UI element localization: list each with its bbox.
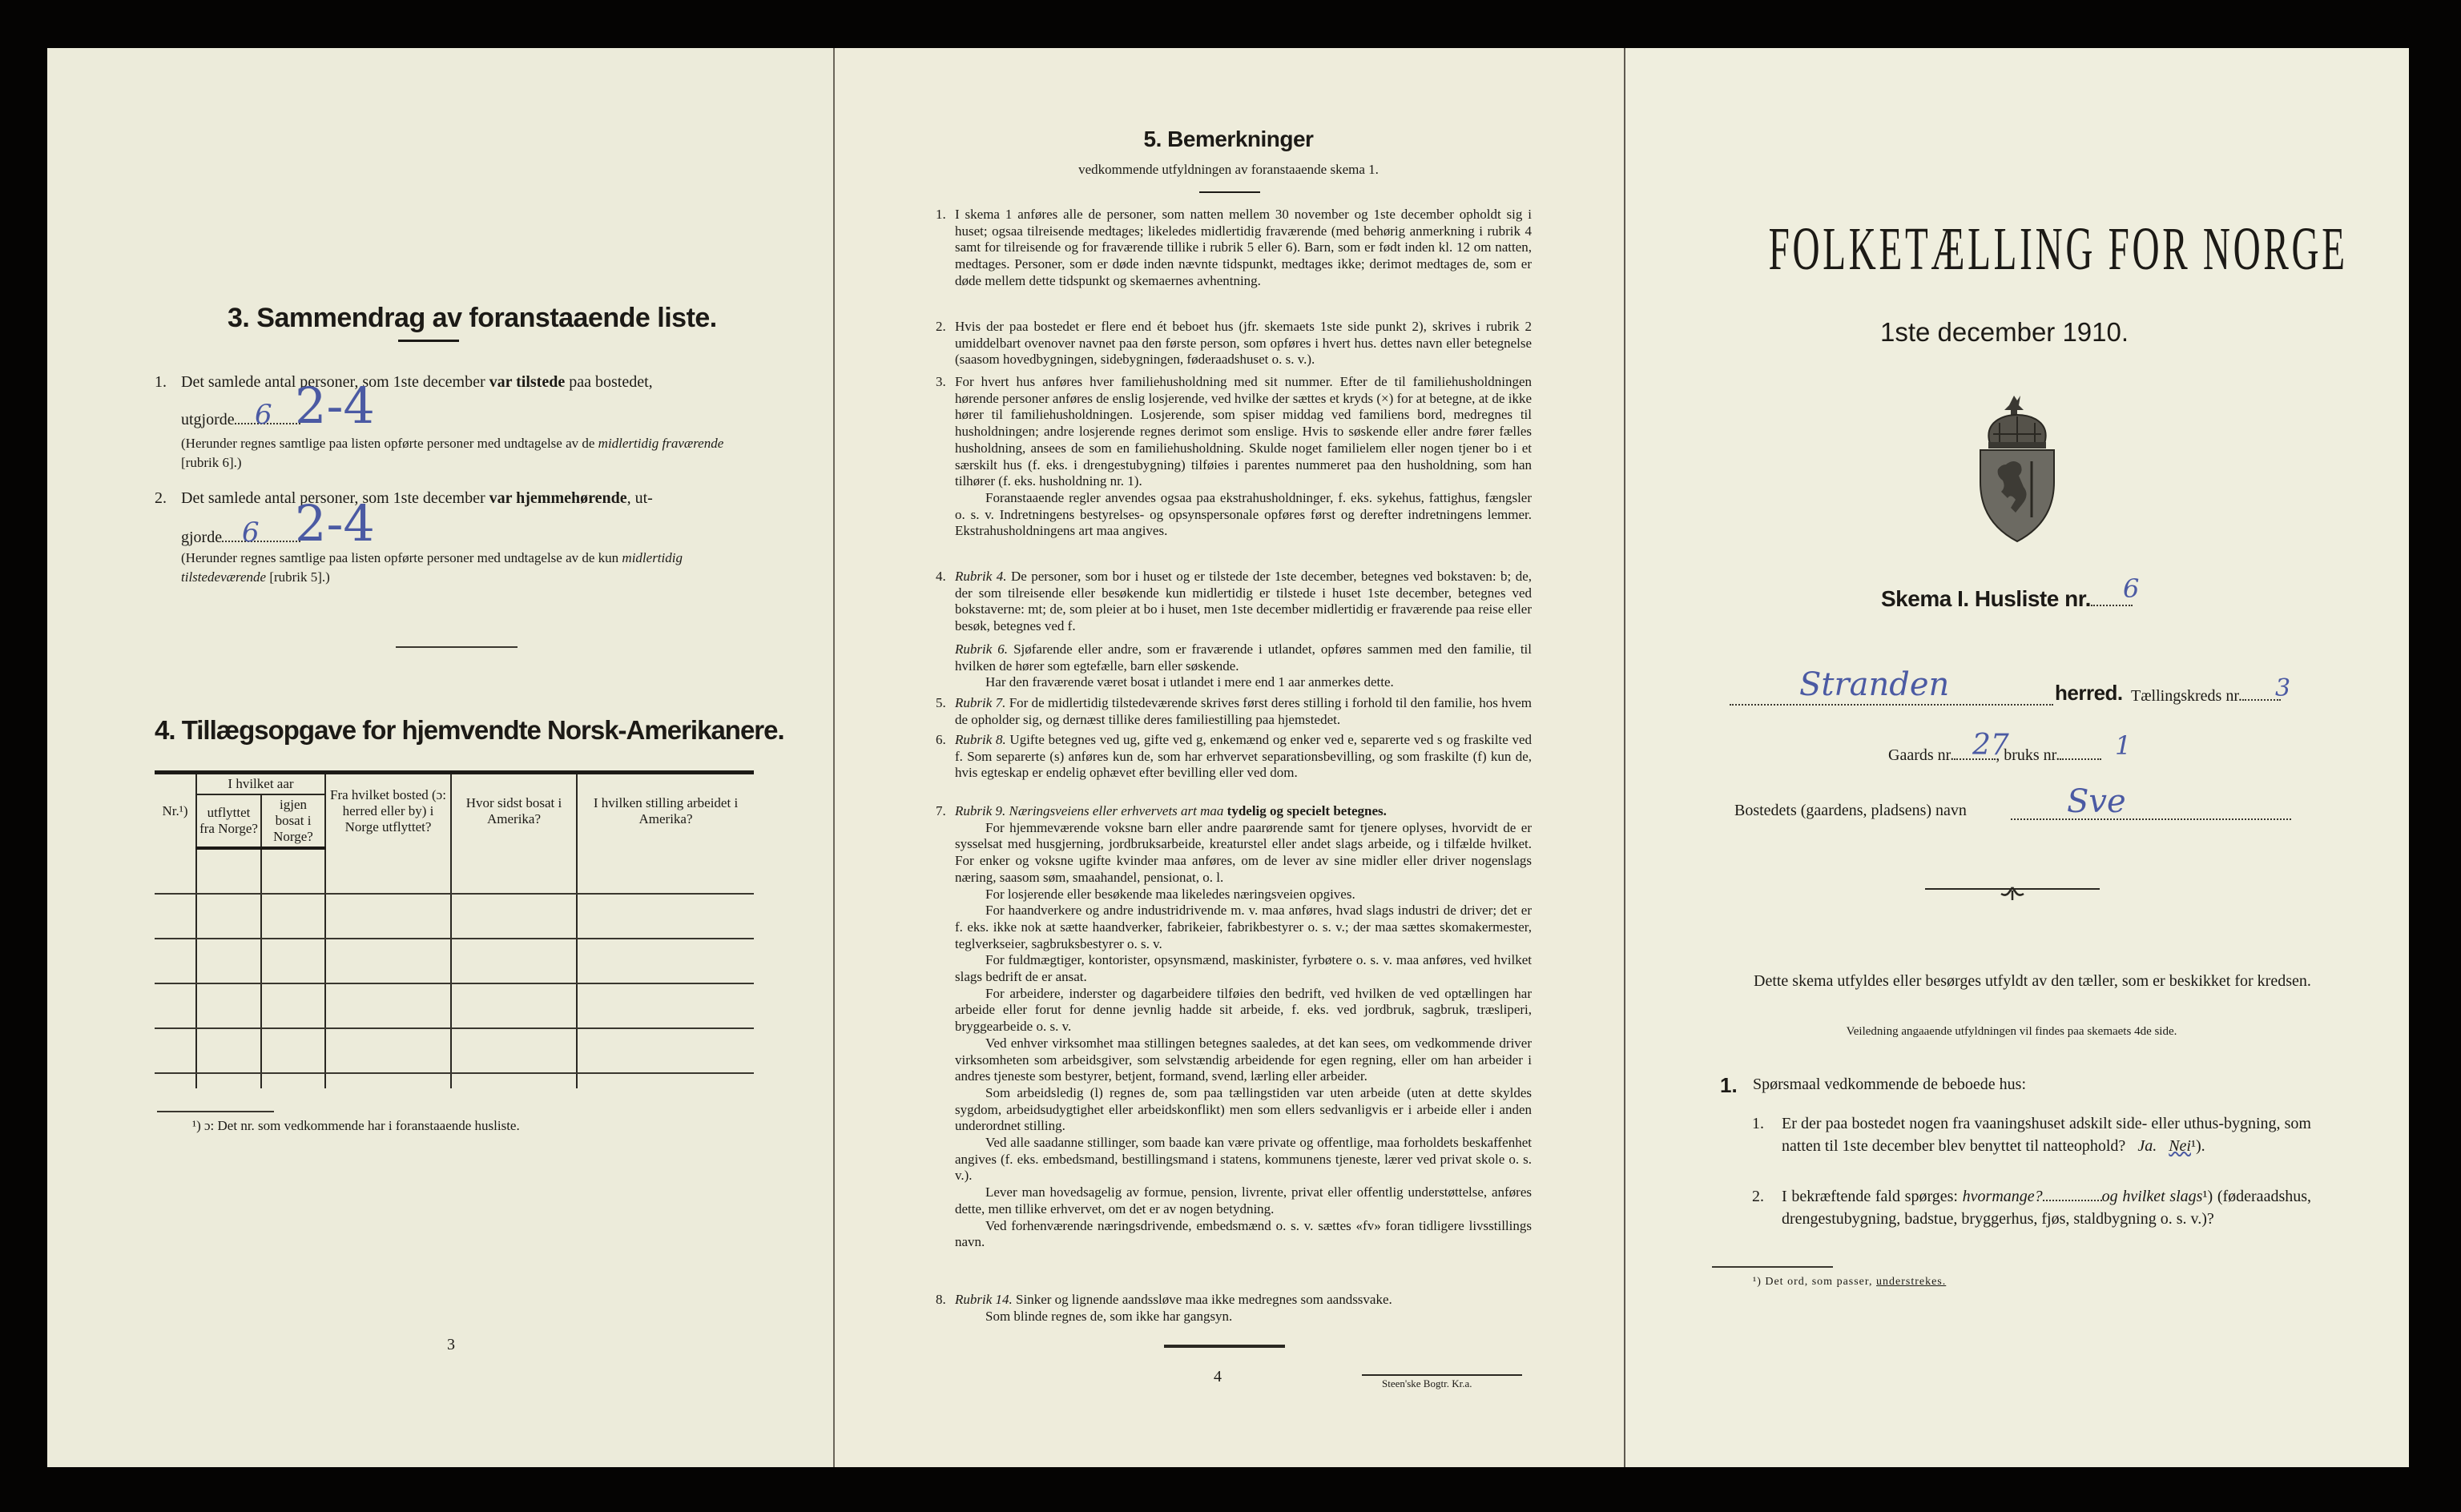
remark-text: Rubrik 4. De personer, som bor i huset og er tilstede der 1ste december, betegnes ved bokstaven: b; de, der som tilreisende eller besøkende kun midlertidig er tilstede i huset 1ste december, betegnes ved bokstaverne: mt; de, som pleier at bo i huset, men 1ste december midlertidig er fraværende paa reise eller besøk, betegnes ved f. — [955, 569, 1532, 634]
herred-field[interactable] — [1730, 704, 2053, 706]
husliste-value[interactable]: 6 — [2123, 573, 2140, 604]
col-back-norway-header: igjen bosat i Norge? — [261, 794, 325, 848]
section1-number: 1. — [1720, 1073, 1738, 1097]
remark-text: For losjerende eller besøkende maa likeledes næringsveien opgives. — [985, 886, 1355, 902]
remark-number: 4. — [936, 569, 946, 584]
section1-title: Spørsmaal vedkommende de beboede hus: — [1753, 1076, 2027, 1093]
divider — [1199, 191, 1260, 193]
page-left — [47, 48, 833, 1467]
summary-item-1-field: utgjorde — [181, 410, 300, 429]
coat-of-arms-icon — [1976, 394, 2059, 543]
col-job-header: I hvilken stilling arbeidet i Amerika? — [577, 773, 754, 849]
remark-number: 6. — [936, 732, 946, 747]
divider — [396, 646, 518, 648]
remark-number: 8. — [936, 1292, 946, 1307]
intro-text: Dette skema utfyldes eller besørges utfyldt av den tæller, som er beskikket for kredsen. — [1754, 972, 2311, 990]
remark-item-1 — [936, 207, 1532, 290]
col-nr-header: Nr.¹) — [162, 803, 188, 818]
remark-number: 3. — [936, 374, 946, 389]
remark-text: Rubrik 7. For de midlertidig tilstedeværende skrives først deres stilling i forhold til den familie, hos hvem de opholder sig, og dernæst tillike deres familiestilling paa hjemstedet. — [955, 695, 1532, 727]
remark-number: 7. — [936, 803, 946, 818]
census-date: 1ste december 1910. — [1880, 317, 2129, 347]
remark-text: Rubrik 14. Sinker og lignende aandssløve maa ikke medregnes som aandssvake. — [955, 1292, 1392, 1307]
remark-text: Rubrik 8. Ugifte betegnes ved ug, gifte ved g, enkemænd og enker ved e, separerte ved s og fraskilte ved f. Som separerte (s) anføres kun de, som har erhvervet separationsbevilling, og som fraskilte (f) kun de, hvis egteskap er endelig ophævet efter bevilling eller ved dom. — [955, 732, 1532, 781]
summary-item-2-field: gjorde — [181, 528, 300, 547]
remark-item-3 — [936, 374, 1532, 540]
col-left-norway-header: utflyttet fra Norge? — [196, 794, 261, 848]
bostedets-label: Bostedets (gaardens, pladsens) navn — [1734, 802, 1967, 819]
page-number-3: 3 — [447, 1336, 455, 1353]
remark-text: I skema 1 anføres alle de personer, som natten mellem 30 november og 1ste december opholdt sig i huset; ogsaa tilreisende medtages; likeledes midlertidig fraværende (med behørig anmerkning i rubrik 4 samt for tilreisende og for fraværende tillike i rubrik 5 eller 6). Barn, som er født inden kl. 12 om natten, medtages. Personer, som er døde inden nævnte tidspunkt, medtages ikke; derimot medtages de, som er døde mellem dette tidspunkt og skemaernes avhentning. — [955, 207, 1532, 288]
remark-text: Ved alle saadanne stillinger, som baade kan være private og offentlige, maa forholdets beskaffenhet angives (f. eks. embedsmand, bestillingsmand i statens, kommunens tjeneste, lærer ved privat skole o. s. v.). — [955, 1135, 1532, 1184]
summary-item-1-text: Det samlede antal personer, som 1ste december var tilstede paa bostedet, — [181, 373, 653, 391]
guidance-text: Veiledning angaaende utfyldningen vil findes paa skemaets 4de side. — [1846, 1025, 2177, 1038]
herred-value: Stranden — [1799, 666, 1950, 703]
summary-item-1-hand-value-b: 2-4 — [295, 376, 375, 435]
table-footnote: ¹) ɔ: Det nr. som vedkommende har i foranstaaende husliste. — [192, 1118, 520, 1133]
summary-item-1-note: (Herunder regnes samtlige paa listen opførte personer med undtagelse av de midlertidig fraværende [rubrik 6].) — [181, 436, 724, 470]
remark-text: For arbeidere, inderster og dagarbeidere tilføies den bedrift, ved hvilken de ved optællingen har arbeide eller forut for denne jevnlig hadde sit arbeide, f. eks. ved jordbruk, sagbruk, træsliperi, bryggearbeide o. s. v. — [955, 985, 1532, 1035]
remark-text: Som blinde regnes de, som ikke har gangsyn. — [985, 1308, 1233, 1324]
remark-text: Lever man hovedsagelig av formue, pension, livrente, privat eller offentlig understøttelse, anføres dette, men tillike erhvervet, om det er av nogen betydning. — [955, 1184, 1532, 1216]
summary-item-2-hand-value-a: 6 — [242, 517, 260, 549]
herred-label: herred. — [2055, 681, 2123, 705]
col-from-header: Fra hvilket bosted (ɔ: herred eller by) i Norge utflyttet? — [325, 773, 451, 849]
remarks-subtitle: vedkommende utfyldningen av foranstaaende skema 1. — [1078, 162, 1379, 177]
summary-item-1-hand-value-a: 6 — [255, 399, 272, 431]
ornament-divider-icon — [1925, 886, 2100, 903]
divider — [1164, 1345, 1285, 1348]
right-footnote: ¹) Det ord, som passer, understrekes. — [1753, 1276, 1947, 1288]
question-1-text: Er der paa bostedet nogen fra vaaningshuset adskilt side- eller uthus-bygning, som natten til 1ste december blev benyttet til natteophold? Ja. Nei¹). — [1782, 1115, 2311, 1155]
table-row — [155, 1073, 754, 1088]
remark-text: For haandverkere og andre industridrivende m. v. maa anføres, hvad slags industri de driver; det er f. eks. ikke nok at sætte haandverker, fabrikeier, fabrikbestyrer o. s. v.; der maa sættes skomakermester, teglverkseier, sagbruksbestyrer o. s. v. — [955, 903, 1532, 951]
remark-item-4 — [936, 569, 1532, 691]
gaards-value[interactable]: 27 — [1972, 729, 2009, 762]
answer-nei[interactable]: Nei — [2169, 1136, 2191, 1155]
col-group-year-header: I hvilket aar — [196, 773, 325, 795]
norsk-amerikanere-table — [155, 770, 754, 1088]
remark-item-2 — [936, 319, 1532, 368]
remark-text: Som arbeidsledig (l) regnes de, som paa tællingstiden var uten arbeide (uten at dette skyldes sygdom, arbeidsudygtighet eller arbeidskonflikt) men som ellers sedvanligvis er i arbeide eller i anden underordnet stilling. — [955, 1084, 1532, 1134]
footnote-rule — [1712, 1266, 1833, 1268]
remark-number: 2. — [936, 319, 946, 334]
gaards-bruks-line: Gaards nr. , bruks nr. — [1888, 745, 2101, 767]
summary-item-2-note: (Herunder regnes samtlige paa listen opførte personer med undtagelse av de kun midlertidig tilstedeværende [rubrik 5].) — [181, 550, 683, 585]
page-number-4: 4 — [1214, 1368, 1222, 1385]
remark-number: 1. — [936, 207, 946, 222]
remark-text: Rubrik 9. Næringsveiens eller erhvervets art maa tydelig og specielt betegnes. — [955, 803, 1387, 818]
bruks-value[interactable]: 1 — [2115, 730, 2132, 761]
remark-text: Rubrik 6. Sjøfarende eller andre, som er fraværende i utlandet, opføres sammen med den familie, til hvilken de hører som egtefælle, barn eller søskende. — [955, 641, 1532, 674]
printer-imprint: Steen'ske Bogtr. Kr.a. — [1382, 1377, 1472, 1389]
remark-text: Har den fraværende været bosat i utlandet i mere end 1 aar anmerkes dette. — [985, 674, 1394, 690]
table-row — [155, 894, 754, 939]
footnote-rule — [157, 1111, 274, 1112]
remark-text: Ved enhver virksomhet maa stillingen betegnes saaledes, at det kan sees, om vedkommende driver virksomheten som arbeidsgiver, som selvstændig arbeidende for egen regning, eller om han arbeider i andres tjeneste som bestyrer, betjent, formand, svend, lærling eller arbeider. — [955, 1035, 1532, 1084]
remark-text: Ved forhenværende næringsdrivende, embedsmænd o. s. v. sættes «fv» foran tidligere livsstillings navn. — [955, 1217, 1532, 1250]
census-title: FOLKETÆLLING FOR NORGE — [1768, 215, 2348, 283]
answer-ja[interactable]: Ja. — [2137, 1136, 2157, 1155]
remark-text: For hvert hus anføres hver familiehusholdning med sit nummer. Efter de til familiehusholdningen hørende personer anføres de enslig losjerende, ved hvilke der sættes et kryds (×) for at betegne, at de ikke hører til familiehusholdningen. Losjerende, som spiser middag ved familiens bord, medregnes til husholdningen; andre losjerende regnes derimot som enslige. Hvis to søskende eller andre fører fælles husholdning, ansees de som en familiehusholdning. Skulde noget familielem eller nogen tjener bo i et særskilt hus (f. eks. i drengestubygning) tilføies i parentes nummeret paa den husholdning, som han tilhører (f. eks. husholdning nr. 1). — [955, 374, 1532, 489]
summary-item-2-number: 2. — [155, 489, 167, 507]
remark-number: 5. — [936, 695, 946, 710]
summary-item-1-number: 1. — [155, 373, 167, 391]
section4-title: 4. Tillægsopgave for hjemvendte Norsk-Amerikanere. — [155, 715, 784, 745]
remark-item-8 — [936, 1292, 1532, 1325]
remark-text: For fuldmægtiger, kontorister, opsynsmænd, maskinister, fyrbøtere o. s. v. maa anføres, ved hvilket slags bedrift de er ansat. — [955, 952, 1532, 985]
table-row — [155, 1028, 754, 1073]
bostedets-value: Sve — [2067, 783, 2126, 820]
remark-text: For hjemmeværende voksne barn eller andre paarørende samt for tjenere oplyses, hvorvidt de er sysselsat med husgjerning, jordbruksarbeide, kreaturstel eller andet slags arbeide, og i tilfælde hvilket. For enker og voksne ugifte kvinder maa anføres, om de lever av sine midler eller driver nogenslags næring, saasom søm, smaahandel, pensionat, o. l. — [955, 819, 1532, 885]
question-2-number: 2. — [1752, 1188, 1764, 1205]
kreds-label: Tællingskreds nr. — [2131, 686, 2281, 708]
question-2-text: I bekræftende fald spørges: hvormange? og hvilket slags¹) (føderaadshus, drengestubygning, badstue, bryggerhus, fjøs, staldbygning o. s. v.)? — [1782, 1188, 2312, 1228]
remarks-title: 5. Bemerkninger — [1143, 127, 1314, 151]
printer-rule — [1362, 1374, 1522, 1376]
question-1-number: 1. — [1752, 1115, 1764, 1132]
section3-title: 3. Sammendrag av foranstaaende liste. — [228, 303, 717, 333]
remark-text: Foranstaaende regler anvendes ogsaa paa ekstrahusholdninger, f. eks. sykehus, fattighus, fængsler o. s. v. Indretningens bestyrelses- og opsynspersonale opføres først og derefter indretningens lemmer. Ekstrahusholdningens art maa angives. — [955, 489, 1532, 539]
bostedets-field[interactable] — [2011, 818, 2291, 820]
table-row — [155, 939, 754, 983]
divider — [398, 340, 459, 342]
kreds-value[interactable]: 3 — [2275, 674, 2291, 702]
skema-husliste-label: Skema I. Husliste nr. — [1881, 586, 2133, 612]
remark-item-5 — [936, 695, 1532, 728]
table-row — [155, 983, 754, 1028]
remark-item-7 — [936, 803, 1532, 1251]
remark-item-6 — [936, 732, 1532, 782]
summary-item-2-hand-value-b: 2-4 — [295, 494, 375, 553]
summary-item-2-text: Det samlede antal personer, som 1ste december var hjemmehørende, ut- — [181, 489, 653, 507]
remark-text: Hvis der paa bostedet er flere end ét beboet hus (jfr. skemaets 1ste side punkt 2), skrives i rubrik 2 umiddelbart ovenover navnet paa den første person, som opføres i hvert hus. dettes navn eller betegnelse (saasom hovedbygningen, sidebygningen, føderaadshuset o. s. v.). — [955, 319, 1532, 368]
table-row — [155, 848, 754, 894]
col-where-header: Hvor sidst bosat i Amerika? — [451, 773, 577, 849]
